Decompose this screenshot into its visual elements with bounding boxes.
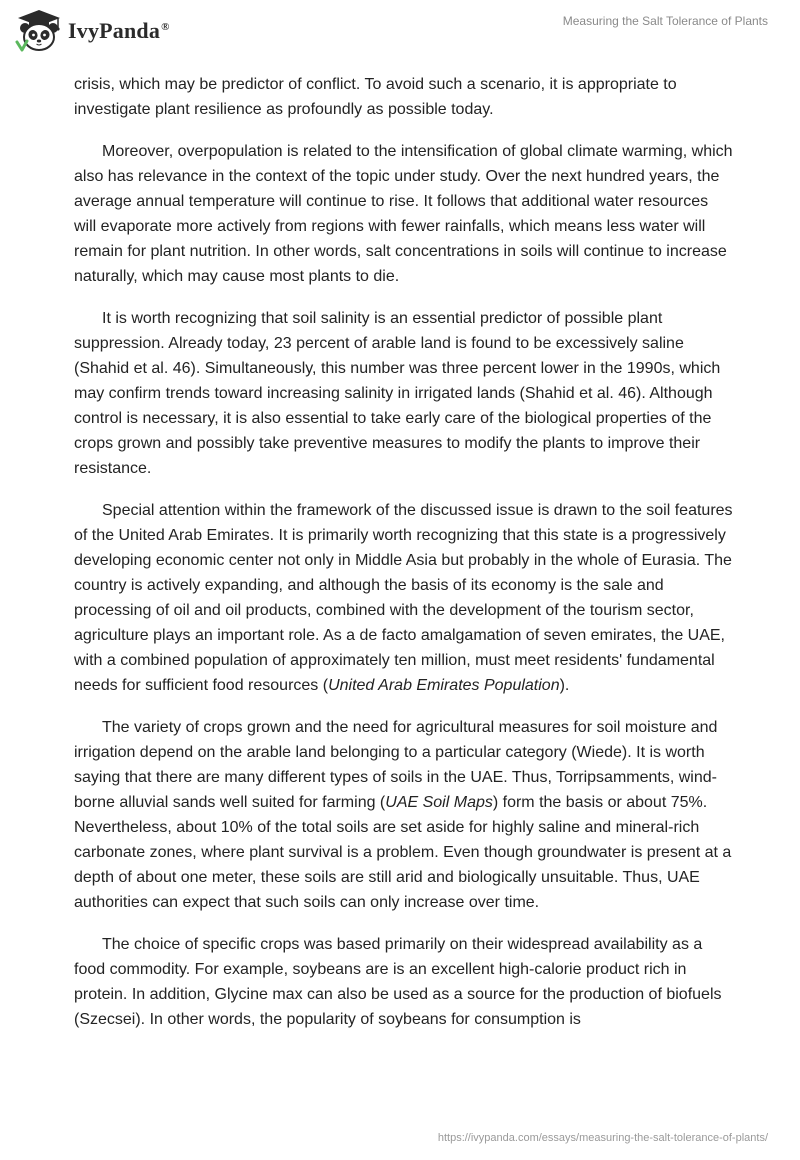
paragraph (74, 715, 734, 915)
paragraph (74, 932, 734, 1032)
text-run: It is worth recognizing that soil salinity is an essential predictor of possible plant suppression. Already today, 23 percent of arable land is found to be excessively saline (Shahid et al. 46). Simultaneously, this number was three percent lower in the 1990s, which may confirm trends toward increasing salinity in irrigated lands (Shahid et al. 46). Although control is necessary, it is also essential to take early care of the biological properties of the crops grown and possibly take preventive measures to modify the plants to improve their resistance. (74, 310, 721, 477)
paragraph (74, 498, 734, 698)
text-run: ). (559, 677, 570, 694)
italic-citation: UAE Soil Maps (385, 794, 493, 811)
text-run: crisis, which may be predictor of conflict. To avoid such a scenario, it is appropriate to investigate plant resilience as profoundly as possible today. (74, 76, 677, 118)
paragraph (74, 139, 734, 289)
text-run: Moreover, overpopulation is related to the intensification of global climate warming, which also has relevance in the context of the topic under study. Over the next hundred years, the average annual temperature will continue to rise. It follows that additional water resources will evaporate more actively from regions with fewer rainfalls, which means less water will remain for plant nutrition. In other words, salt concentrations in soils will continue to increase naturally, which may cause most plants to die. (74, 143, 733, 285)
panda-logo-icon (14, 8, 64, 54)
paragraph (74, 72, 734, 122)
italic-citation: United Arab Emirates Population (328, 677, 560, 694)
source-url[interactable]: https://ivypanda.com/essays/measuring-the-salt-tolerance-of-plants/ (437, 1132, 768, 1144)
text-run: Special attention within the framework of the discussed issue is drawn to the soil features of the United Arab Emirates. It is primarily worth recognizing that this state is a progressively developing economic center not only in Middle Asia but probably in the whole of Eurasia. The country is actively expanding, and although the basis of its economy is the sale and processing of oil and oil products, combined with the development of the tourism sector, agriculture plays an important role. As a de facto amalgamation of seven emirates, the UAE, with a combined population of approximately ten million, must meet residents' fundamental needs for sufficient food resources ( (74, 502, 733, 694)
text-run: The choice of specific crops was based primarily on their widespread availability as a food commodity. For example, soybeans are is an excellent high-calorie product rich in protein. In addition, Glycine max can also be used as a source for the production of biofuels (Szecsei). In other words, the popularity of soybeans for consumption is (74, 936, 722, 1028)
ivypanda-logo[interactable] (14, 8, 170, 54)
registered-mark: ® (161, 20, 170, 33)
text-run: ) form the basis or about 75%. Nevertheless, about 10% of the total soils are set aside for highly saline and mineral-rich carbonate zones, where plant survival is a problem. Even though groundwater is present at a depth of about one meter, these soils are still arid and biologically unsuitable. Thus, UAE authorities can expect that such soils can only increase over time. (74, 794, 732, 911)
paragraph (74, 306, 734, 481)
page-header (0, 0, 800, 70)
document-title: Measuring the Salt Tolerance of Plants (562, 14, 768, 28)
essay-body (74, 72, 734, 1049)
logo-wordmark: IvyPanda® (68, 18, 170, 43)
text-run: The variety of crops grown and the need for agricultural measures for soil moisture and irrigation depend on the arable land belonging to a particular category (Wiede). It is worth saying that there are many different types of soils in the UAE. Thus, Torripsamments, wind-borne alluvial sands well suited for farming ( (74, 719, 718, 811)
